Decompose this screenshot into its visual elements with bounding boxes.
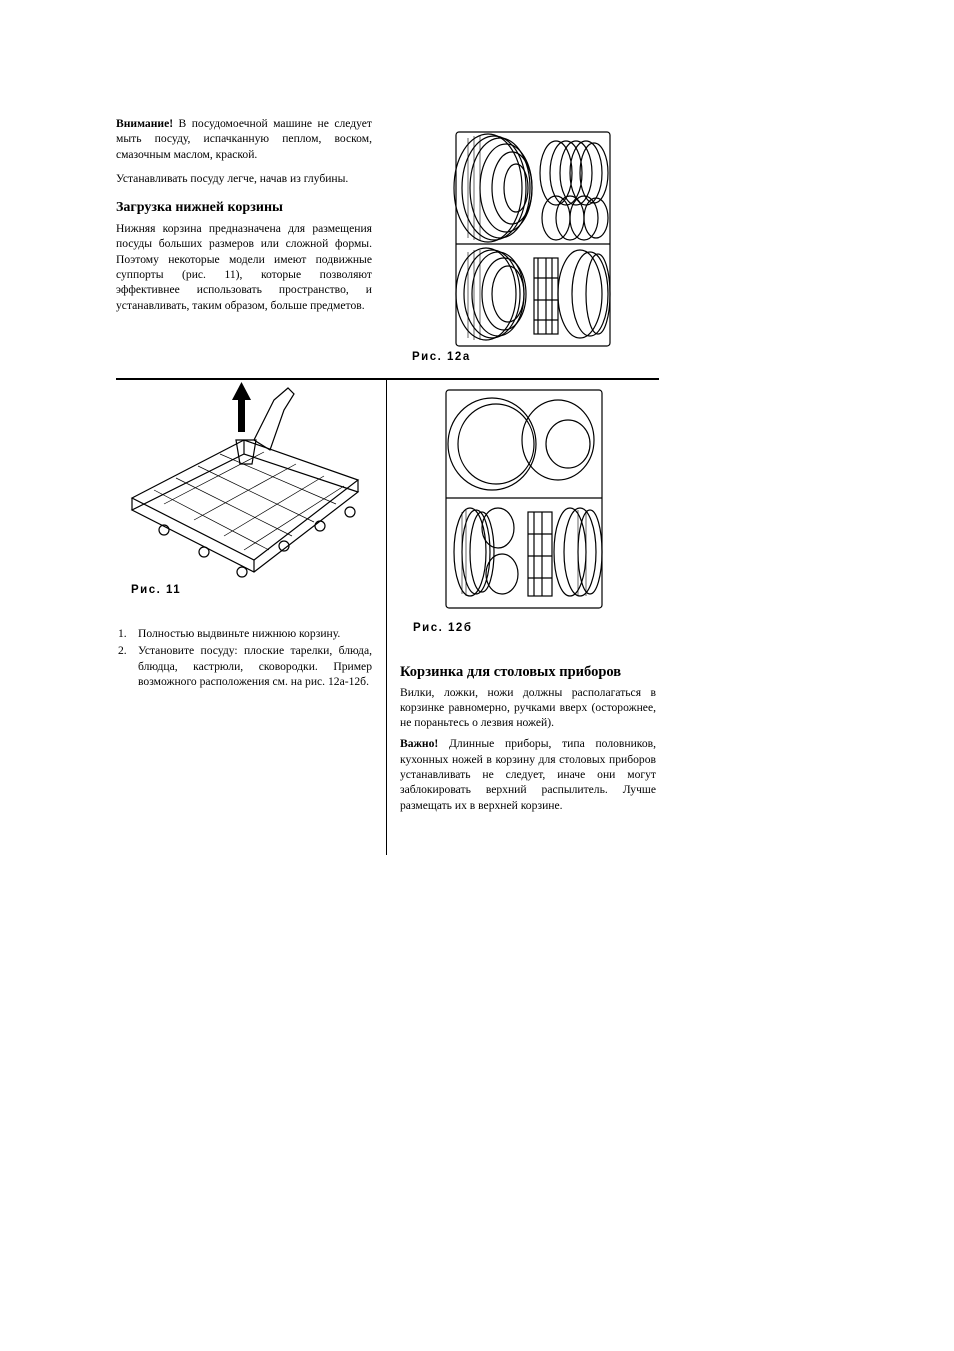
step-number: 1. xyxy=(118,627,127,640)
left-top-column xyxy=(116,116,372,313)
vertical-divider xyxy=(386,379,387,855)
figure-12b-caption: Рис. 12б xyxy=(413,622,473,634)
warning-text: В посудомоечной машине не следует мыть посуду, испачканную пеплом, воском, смазочным маслом, краской. xyxy=(116,117,372,161)
figure-11-caption: Рис. 11 xyxy=(131,584,182,596)
figure-12b-drawing xyxy=(442,388,608,610)
step-text: Полностью выдвиньте нижнюю корзину. xyxy=(138,627,341,640)
figure-12a xyxy=(448,128,618,350)
figure-12a-caption: Рис. 12а xyxy=(412,351,471,363)
figure-12b xyxy=(442,388,608,610)
cutlery-paragraph: Вилки, ложки, ножи должны располагаться в корзинке равномерно, ручками вверх (осторожнее, не пораньтесь о лезвия ножей). xyxy=(400,685,656,730)
cutlery-heading: Корзинка для столовых приборов xyxy=(400,664,622,680)
figure-11 xyxy=(124,380,364,580)
depth-paragraph: Устанавливать посуду легче, начав из глубины. xyxy=(116,171,349,185)
important-paragraph xyxy=(400,736,656,812)
cutlery-section xyxy=(400,664,656,813)
lower-basket-heading: Загрузка нижней корзины xyxy=(116,200,283,216)
warning-paragraph xyxy=(116,116,372,162)
important-text: Длинные приборы, типа половников, кухонных ножей в корзину для столовых приборов устанавливать не следует, иначе они могут заблокировать верхний распылитель. Лучше размещать их в верхней корзине. xyxy=(400,737,656,812)
step-item xyxy=(116,626,372,641)
lower-basket-paragraph: Нижняя корзина предназначена для размещения посуды больших размеров или сложной формы. Поэтому некоторые модели имеют подвижные суппорты (рис. 11), которые позволяют эффективнее использовать пространство, и устанавливать, таким образом, больше предметов. xyxy=(116,222,372,312)
step-item xyxy=(116,643,372,689)
warning-label: Внимание! xyxy=(116,117,174,130)
important-label: Важно! xyxy=(400,737,439,751)
figure-11-drawing xyxy=(124,380,364,580)
figure-12a-drawing xyxy=(448,128,618,350)
step-text: Установите посуду: плоские тарелки, блюда, блюдца, кастрюли, сковородки. Пример возможного расположения см. на рис. 12а-12б. xyxy=(138,644,372,688)
steps-list xyxy=(116,626,372,689)
step-number: 2. xyxy=(118,644,127,658)
